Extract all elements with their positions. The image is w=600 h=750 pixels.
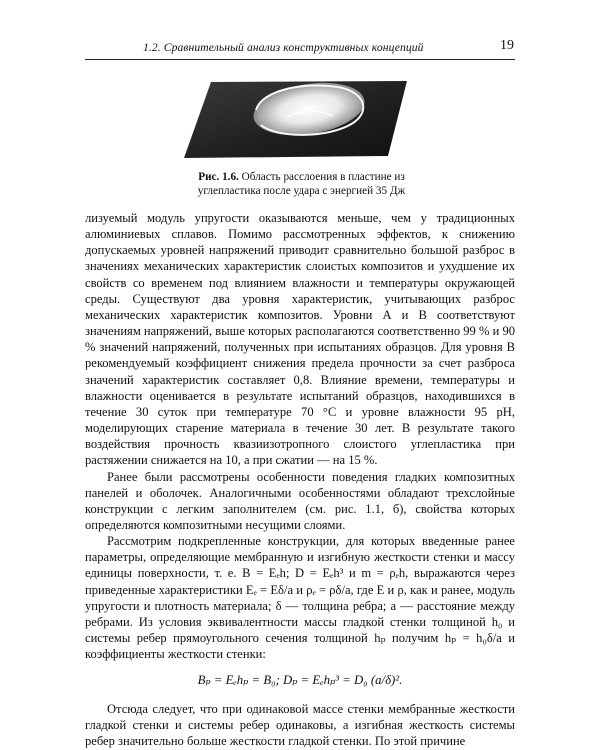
delamination-photo-svg [178,78,413,160]
body-text [85,210,515,749]
paragraph-continuation: лизуемый модуль упругости оказываются меньше, чем у традиционных алюминиевых сплавов. Помимо рассмотренных эффектов, к снижению допускаемых уровней напряжений приводит сравнительно большой разброс в значениях механических характеристик слоистых композитов и ухудшение их свойств со временем под влиянием влажности и температуры окружающей среды. Существуют два уровня характеристик, учитывающих разброс механических характеристик композитов. Уровни А и В соответствуют значениям напряжений, выше которых располагаются соответственно 99 % и 90 % значений напряжений, полученных при испытаниях образцов. Для уровня В рекомендуемый коэффициент снижения предела прочности за счет разброса значений характеристик составляет 0,8. Влияние времени, температуры и влажности оценивается в результате испытаний образцов, находившихся в течение 30 суток при температуре 70 °С и уровне влажности 95 рН, моделирующих старение материала в течение 30 лет. В результате такого воздействия прочность квазиизотропного слоистого углепластика при растяжении снижается на 10, а при сжатии — на 15 %. [85,211,515,468]
page-number: 19 [500,38,514,53]
figure-caption-text: Область расслоения в пластине из углепластика после удара с энергией 35 Дж [197,171,406,197]
paragraph-smooth-panels: Ранее были рассмотрены особенности поведения гладких композитных панелей и оболочек. Аналогичными особенностями обладают трехслойные конструкции с легким заполнителем (см. рис. 1.1, б), свойства которых определяются композитными несущими слоями. [85,469,515,532]
paragraph-conclusion: Отсюда следует, что при одинаковой массе стенки мембранные жесткости гладкой стенки и системы ребер одинаковы, а изгибная жесткость системы ребер значительно больше жесткости гладкой стенки. По этой причине [85,701,515,748]
figure-caption [184,170,419,198]
paragraph-stiffened-structures: Рассмотрим подкрепленные конструкции, для которых введенные ранее параметры, определяющие мембранную и изгибную жесткости стенки и массу единицы поверхности, т. е. B = Eₑh; D = Eₑh³ и m = ρₑh, выражаются через приведенные характеристики Eₑ = Eδ/a и ρₑ = ρδ/a, где E и ρ, как и ранее, модуль упругости и плотность материала; δ — толщина ребра; a — расстояние между ребрами. Из условия эквивалентности массы гладкой стенки толщиной h₀ и системы ребер прямоугольного сечения толщиной hₚ получим hₚ = h₀δ/a и коэффициенты жесткости стенки: [85,534,515,662]
stiffness-formula: Bₚ = Eₑhₚ = B₀; Dₚ = Eₑhₚ³ = D₀ (a/δ)². [197,673,403,688]
figure-label: Рис. 1.6. [198,171,239,183]
running-header [85,39,515,60]
running-title: 1.2. Сравнительный анализ конструктивных концепций [143,41,424,54]
delamination-photo [178,78,413,160]
